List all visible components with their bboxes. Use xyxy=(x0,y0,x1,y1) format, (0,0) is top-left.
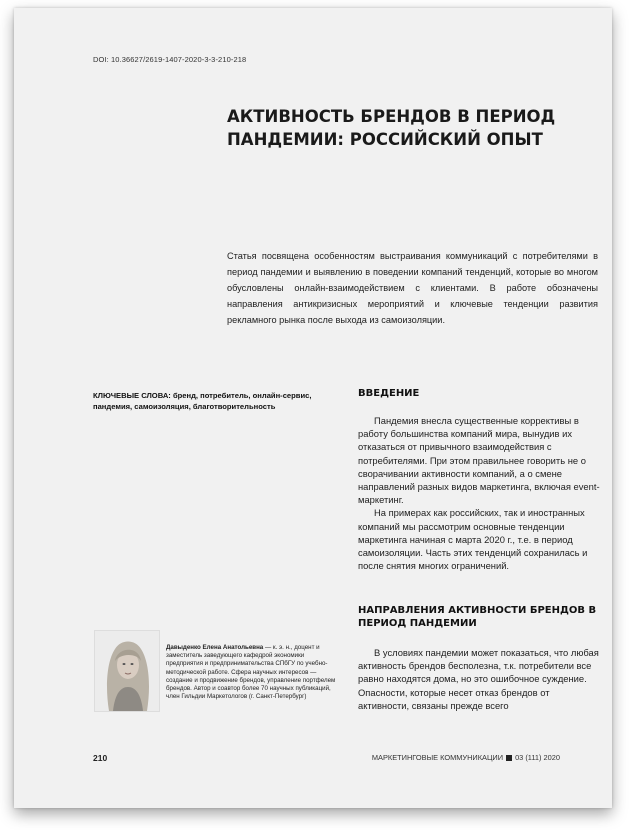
page-number: 210 xyxy=(93,753,108,763)
issue-number: 03 (111) 2020 xyxy=(515,753,560,762)
square-separator-icon xyxy=(506,755,512,761)
introduction-text xyxy=(358,414,600,572)
doi: DOI: 10.36627/2619-1407-2020-3-3-210-218 xyxy=(93,55,247,64)
journal-footer xyxy=(372,753,560,762)
author-bio: — к. э. н., доцент и заместитель заведующего кафедрой экономики предприятия и предпринимательства СПбГУ по учебно-методической работе. Сфера научных интересов — создание и продвижение брендов, управление портфелем брендов. Автор и соавтор более 70 научных публикаций, член Гильдии Маркетологов (г. Санкт-Петербург) xyxy=(166,644,336,701)
journal-page xyxy=(14,8,612,808)
introduction-paragraph-2: На примерах как российских, так и иностранных компаний мы рассмотрим основные тенденции маркетинга начиная с марта 2020 г., т.е. в период самоизоляции. Часть этих тенденций сохранилась и после снятия многих ограничений. xyxy=(358,507,588,572)
keywords: КЛЮЧЕВЫЕ СЛОВА: бренд, потребитель, онлайн-сервис, пандемия, самоизоляция, благотворительность xyxy=(93,391,312,411)
author-name: Давыденко Елена Анатольевна xyxy=(166,644,264,651)
abstract: Статья посвящена особенностям выстраивания коммуникаций с потребителями в период пандемии и выявлению в поведении компаний тенденций, которые во многом обусловлены онлайн-взаимодействием с клиентами. В работе обозначены направления антикризисных мероприятий и ключевые тенденции развития рекламного рынка после выхода из самоизоляции. xyxy=(227,251,598,325)
author-portrait-image xyxy=(95,631,159,711)
author-photo xyxy=(94,630,160,712)
introduction-paragraph-1: Пандемия внесла существенные коррективы в работу большинства компаний мира, вынудив их отказаться от привычного взаимодействия с потребителями. При этом правильнее говорить не о сворачивании активности компаний, а о смене направлений разных видов маркетинга, включая event-маркетинг. xyxy=(358,415,600,506)
author-info xyxy=(166,644,342,701)
journal-name: МАРКЕТИНГОВЫЕ КОММУНИКАЦИИ xyxy=(371,753,504,762)
section-heading-introduction: ВВЕДЕНИЕ xyxy=(358,388,420,399)
section-heading-directions: НАПРАВЛЕНИЯ АКТИВНОСТИ БРЕНДОВ В ПЕРИОД ПАНДЕМИИ xyxy=(358,605,597,629)
directions-text xyxy=(358,646,600,712)
directions-paragraph-1: В условиях пандемии может показаться, что любая активность брендов бесполезна, т.к. потребители все равно находятся дома, но это ошибочное суждение. Опасности, которые несет отказ брендов от активности, связаны прежде всего xyxy=(358,647,599,711)
article-title: АКТИВНОСТЬ БРЕНДОВ В ПЕРИОД ПАНДЕМИИ: РОССИЙСКИЙ ОПЫТ xyxy=(227,107,556,149)
